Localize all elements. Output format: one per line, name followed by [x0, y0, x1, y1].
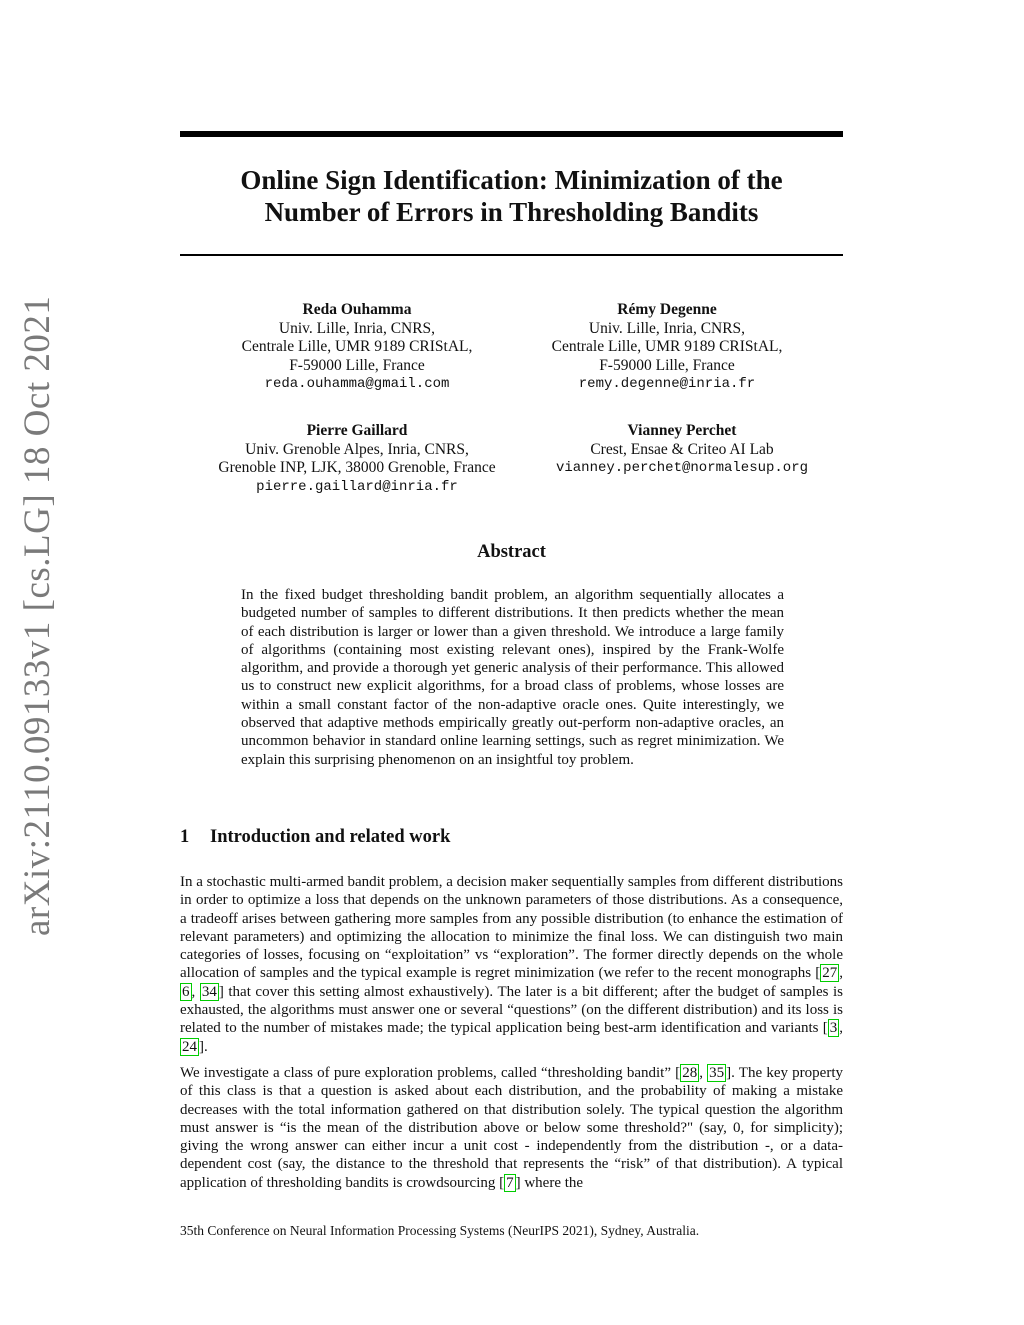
author-email: vianney.perchet@normalesup.org	[555, 460, 809, 476]
author-affiliation-line: Grenoble INP, LJK, 38000 Grenoble, France	[218, 459, 496, 476]
abstract-body: In the fixed budget thresholding bandit problem, an algorithm sequentially allocates a budgeted number of samples to different distributions. It then predicts whether the mean of each distribution is larger or lower than a given threshold. We introduce a large family of algorithms (containing most existing relevant ones), inspired by the Frank-Wolfe algorithm, and provide a thorough yet generic analysis of their performance. This allowed us to construct new explicit algorithms, for a broad class of problems, whose losses are within a small constant factor of the non-adaptive oracle ones. Quite interestingly, we observed that adaptive methods empirically greatly out-perform non-adaptive oracles, an uncommon behavior in standard online learning settings, such as regret minimization. We explain this surprising phenomenon on an insightful toy problem.	[241, 587, 784, 768]
abstract-heading: Abstract	[477, 542, 546, 562]
citation-link[interactable]: 24	[182, 1038, 197, 1055]
author-affiliation-line: F-59000 Lille, France	[599, 356, 735, 374]
author-email: pierre.gaillard@inria.fr	[256, 478, 458, 495]
section-title: Introduction and related work	[210, 827, 451, 847]
title-bottom-rule	[180, 254, 843, 256]
author-name: Vianney Perchet	[627, 422, 737, 439]
citation-link[interactable]: 28	[682, 1065, 698, 1081]
author-block-perchet	[517, 422, 847, 478]
author-block-degenne	[502, 301, 832, 394]
author-affiliation-line: Univ. Lille, Inria, CNRS,	[278, 319, 436, 337]
author-name: Pierre Gaillard	[306, 422, 408, 439]
citation-link[interactable]: 35	[709, 1065, 725, 1081]
citation-link[interactable]: 34	[201, 983, 217, 1000]
title-line-1: Online Sign Identification: Minimization of the	[240, 165, 783, 195]
author-affiliation-line: Univ. Grenoble Alpes, Inria, CNRS,	[245, 440, 469, 458]
author-affiliation-line: Centrale Lille, UMR 9189 CRIStAL,	[241, 338, 473, 355]
section-number: 1	[180, 827, 190, 847]
citation-link[interactable]: 6	[182, 983, 190, 1000]
intro-paragraph-2: We investigate a class of pure exploration problems, called “thresholding bandit” [ 28 , 35 ]. The key property of this class is that a question is asked about each distribution, and the probability of making a mistake decreases with the total information gathered on that distribution solely. The typical question the algorithm must answer is “is the mean of the distribution above or below some threshold?" (say, 0, for simplicity); giving the wrong answer can either incur a unit cost - independently from the distribution -, or a data-dependent cost (say, the distance to the threshold that represents the “risk” of that distribution). A typical application of thresholding bandits is crowdsourcing [ 7 ] where the	[180, 1065, 843, 1191]
author-block-ouhamma	[192, 301, 522, 394]
intro-paragraph-1: In a stochastic multi-armed bandit problem, a decision maker sequentially samples from different distributions in order to optimize a loss that depends on the unknown parameters of those distributions. As a consequence, a tradeoff arises between gathering more samples from any possible distribution (to enhance the estimation of relevant parameters) and optimizing the allocation to minimize the final loss. We can distinguish two main categories of losses, focusing on “exploitation” vs “exploration”. The former directly depends on the whole allocation of samples and the typical example is regret minimization (we refer to the recent monographs [ 27 , 6 , 34 ] that cover this setting almost exhaustively). The later is a bit different; after the budget of samples is exhausted, the algorithms must answer one or several “questions” (on the different distribution) and its loss is related to the number of mistakes made; the typical application being best-arm identification and variants [ 3 , 24 ].	[180, 874, 844, 1055]
author-email: reda.ouhamma@gmail.com	[264, 376, 450, 392]
paragraph-text: We investigate a class of pure exploration problems, called “thresholding bandit” [	[180, 1065, 681, 1081]
citation-link[interactable]: 27	[822, 965, 838, 982]
paragraph-text: ] where the	[515, 1174, 584, 1191]
paper-title	[180, 164, 843, 228]
paragraph-text: In a stochastic multi-armed bandit problem, a decision maker sequentially samples from different distributions in order to optimize a loss that depends on the unknown parameters of those distributions. As a consequence, a tradeoff arises between gathering more samples from any possible distribution (to enhance the estimation of relevant parameters) and optimizing the allocation to minimize the final loss. We can distinguish two main categories of losses, focusing on “exploitation” vs “exploration”. The former directly depends on the whole allocation of samples and the typical example is regret minimization (we refer to the recent monographs [	[180, 874, 843, 982]
author-email: remy.degenne@inria.fr	[578, 376, 756, 392]
author-affiliation-line: Crest, Ensae & Criteo AI Lab	[590, 440, 774, 458]
paragraph-text: ]. The key property of this class is that a question is asked about each distribution, and the probability of making a mistake decreases with the total information gathered on that distribution solely. The typical question the algorithm must answer is “is the mean of the distribution above or below some threshold?" (say, 0, for simplicity); giving the wrong answer can either incur a unit cost - independently from the distribution -, or a data-dependent cost (say, the distance to the threshold that represents the “risk” of that distribution). A typical application of thresholding bandits is crowdsourcing [	[180, 1065, 843, 1191]
paragraph-text: ].	[199, 1038, 208, 1055]
section-heading	[180, 827, 450, 848]
title-line-2: Number of Errors in Thresholding Bandits	[264, 197, 759, 227]
author-affiliation-line: Univ. Lille, Inria, CNRS,	[588, 319, 746, 337]
author-affiliation-line: Centrale Lille, UMR 9189 CRIStAL,	[551, 338, 783, 355]
citation-link[interactable]: 3	[829, 1020, 838, 1037]
author-affiliation-line: F-59000 Lille, France	[289, 356, 425, 374]
author-block-gaillard	[192, 422, 522, 496]
author-name: Reda Ouhamma	[302, 301, 412, 318]
paragraph-text: ] that cover this setting almost exhaustively). The later is a bit different; after the budget of samples is exhausted, the algorithms must answer one or several “questions” (on the different distribution) and its loss is related to the number of mistakes made; the typical application being best-arm identification and variants [	[180, 983, 844, 1037]
conference-footnote: 35th Conference on Neural Information Processing Systems (NeurIPS 2021), Sydney, Australia.	[180, 1223, 700, 1238]
arxiv-identifier-stamp: arXiv:2110.09133v1 [cs.LG] 18 Oct 2021	[17, 295, 58, 936]
citation-link[interactable]: 7	[506, 1174, 514, 1191]
title-top-rule	[180, 131, 843, 137]
author-name: Rémy Degenne	[617, 301, 717, 318]
